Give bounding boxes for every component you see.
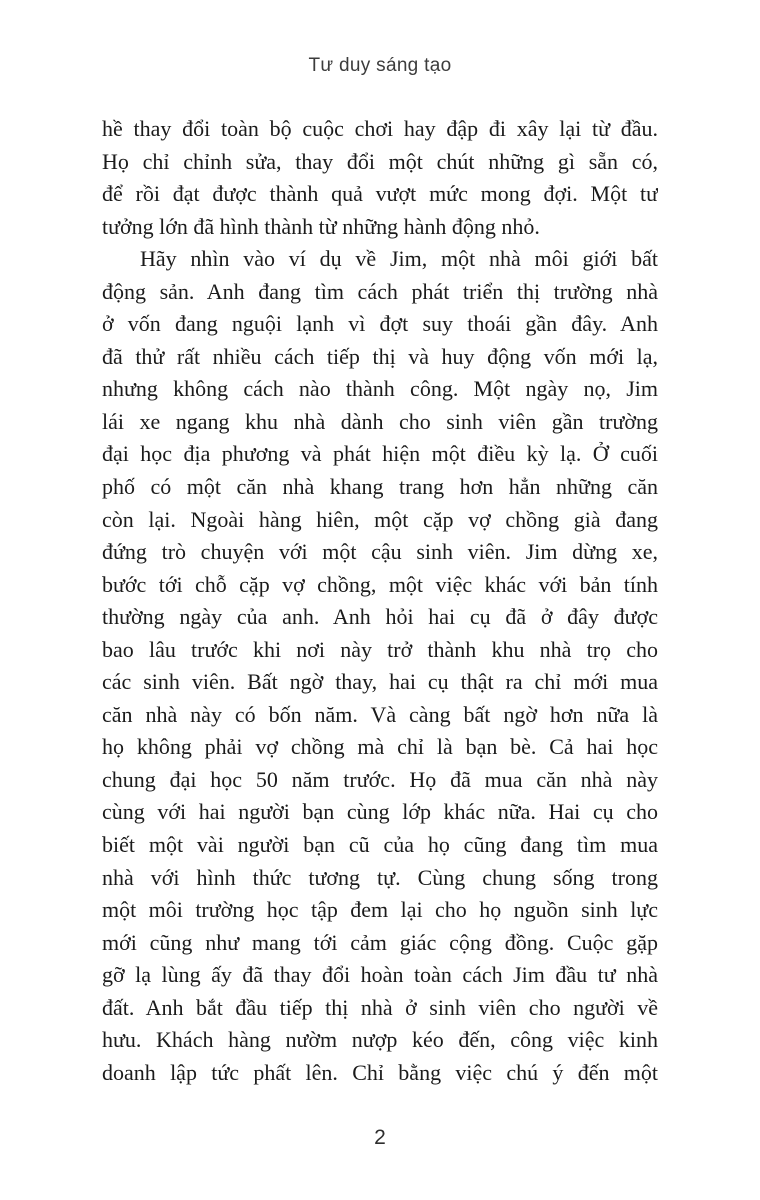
page-body (102, 113, 658, 1089)
text-line: động sản. Anh đang tìm cách phát triển thị trường nhà (102, 278, 658, 304)
text-line: đại học địa phương và phát hiện một điều kỳ lạ. Ở cuối (102, 441, 658, 467)
text-line: họ không phải vợ chồng mà chỉ là bạn bè. Cả hai học (102, 734, 658, 760)
text-line: doanh lập tức phất lên. Chỉ bằng việc chú ý đến một (102, 1059, 658, 1085)
text-line: mới cũng như mang tới cảm giác cộng đồng. Cuộc gặp (102, 929, 658, 955)
text-line: hề thay đổi toàn bộ cuộc chơi hay đập đi xây lại từ đầu. (102, 116, 658, 141)
text-line: lái xe ngang khu nhà dành cho sinh viên gần trường (102, 408, 658, 434)
text-line: biết một vài người bạn cũ của họ cũng đang tìm mua (102, 832, 658, 858)
text-line: Hãy nhìn vào ví dụ về Jim, một nhà môi giới bất (140, 246, 658, 272)
text-line: gỡ lạ lùng ấy đã thay đổi hoàn toàn cách Jim đầu tư nhà (102, 962, 658, 988)
text-line: chung đại học 50 năm trước. Họ đã mua căn nhà này (102, 766, 658, 792)
text-line: còn lại. Ngoài hàng hiên, một cặp vợ chồng già đang (102, 506, 658, 532)
text-line: tưởng lớn đã hình thành từ những hành động nhỏ. (102, 213, 540, 239)
text-line: bao lâu trước khi nơi này trở thành khu nhà trọ cho (102, 636, 658, 662)
text-line: nhưng không cách nào thành công. Một ngày nọ, Jim (102, 376, 658, 402)
running-header: Tư duy sáng tạo (308, 55, 452, 76)
text-line: đã thử rất nhiều cách tiếp thị và huy động vốn mới lạ, (102, 343, 658, 369)
text-line: đất. Anh bắt đầu tiếp thị nhà ở sinh viên cho người về (102, 994, 658, 1020)
paragraph (102, 113, 658, 243)
text-line: đứng trò chuyện với một cậu sinh viên. Jim dừng xe, (102, 539, 658, 565)
text-line: bước tới chỗ cặp vợ chồng, một việc khác với bản tính (102, 571, 658, 597)
text-line: các sinh viên. Bất ngờ thay, hai cụ thật ra chỉ mới mua (102, 669, 658, 695)
text-line: ở vốn đang nguội lạnh vì đợt suy thoái gần đây. Anh (102, 311, 658, 337)
text-line: Họ chỉ chỉnh sửa, thay đổi một chút những gì sẵn có, (102, 148, 658, 174)
paragraph (102, 243, 658, 1089)
text-line: căn nhà này có bốn năm. Và càng bất ngờ hơn nữa là (102, 701, 658, 727)
text-line: một môi trường học tập đem lại cho họ nguồn sinh lực (102, 897, 658, 923)
page-number: 2 (374, 1126, 386, 1149)
text-line: hưu. Khách hàng nườm nượp kéo đến, công việc kinh (102, 1027, 658, 1053)
text-line: để rồi đạt được thành quả vượt mức mong đợi. Một tư (102, 181, 658, 207)
text-line: phố có một căn nhà khang trang hơn hẳn những căn (102, 474, 658, 500)
text-line: cùng với hai người bạn cùng lớp khác nữa. Hai cụ cho (102, 799, 658, 825)
text-line: nhà với hình thức tương tự. Cùng chung sống trong (102, 864, 658, 890)
text-line: thường ngày của anh. Anh hỏi hai cụ đã ở đây được (102, 604, 658, 630)
